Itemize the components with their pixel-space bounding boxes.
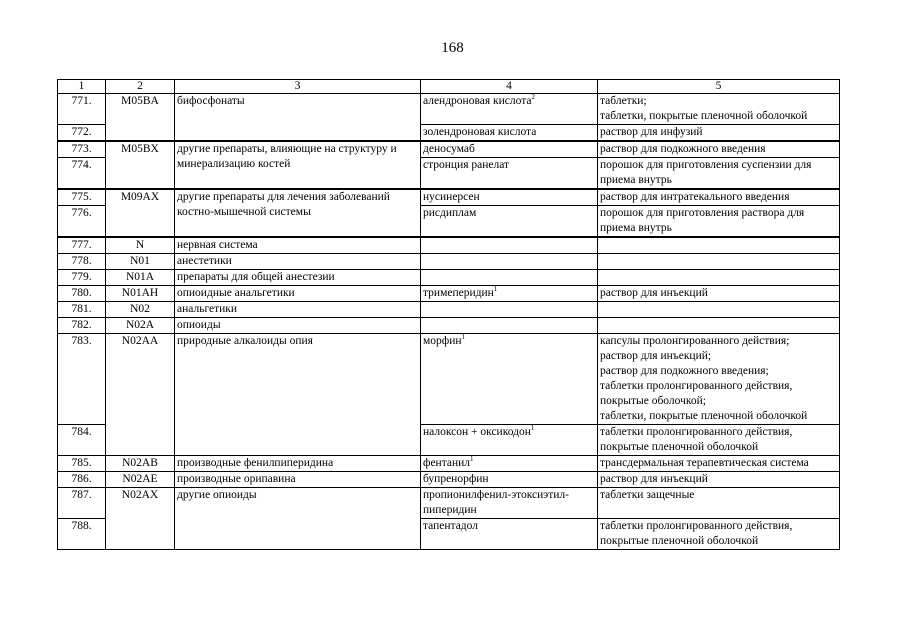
row-number: 772. <box>58 125 106 142</box>
drug-name: стронция ранелат <box>421 158 598 190</box>
atc-code: N01AH <box>106 286 175 302</box>
row-number: 771. <box>58 94 106 125</box>
header-row <box>58 80 840 94</box>
group-name: анальгетики <box>175 302 421 318</box>
drug-name <box>421 237 598 254</box>
drug-name: деносумаб <box>421 141 598 158</box>
atc-code: N02AE <box>106 472 175 488</box>
table-row <box>58 472 840 488</box>
table-row <box>58 237 840 254</box>
column-header: 2 <box>106 80 175 94</box>
row-number: 778. <box>58 254 106 270</box>
atc-code: M05BX <box>106 141 175 189</box>
dosage-form: раствор для интратекального введения <box>600 191 790 203</box>
dosage-form: порошок для приготовления раствора для приема внутрь <box>600 207 805 234</box>
footnote-mark: 1 <box>470 455 474 464</box>
group-name: нервная система <box>175 237 421 254</box>
dosage-form: таблетки, покрытые пленочной оболочкой <box>600 410 808 422</box>
dosage-forms <box>598 125 840 142</box>
drug-name: бупренорфин <box>421 472 598 488</box>
drug-name <box>421 334 598 425</box>
table-row <box>58 141 840 158</box>
group-name: бифосфонаты <box>175 94 421 142</box>
drug-name <box>421 270 598 286</box>
row-number: 786. <box>58 472 106 488</box>
table-row <box>58 456 840 472</box>
drug-name: золендроновая кислота <box>421 125 598 142</box>
row-number: 775. <box>58 189 106 206</box>
drug-name-text: морфин <box>423 335 462 347</box>
drug-name-text: налоксон + оксикодон <box>423 426 531 438</box>
dosage-form: капсулы пролонгированного действия; <box>600 335 790 347</box>
table-row <box>58 254 840 270</box>
dosage-forms <box>598 302 840 318</box>
row-number: 785. <box>58 456 106 472</box>
table-row <box>58 488 840 519</box>
dosage-form: таблетки пролонгированного действия, покрытые оболочкой; <box>600 380 793 407</box>
group-name: другие опиоиды <box>175 488 421 550</box>
dosage-forms <box>598 237 840 254</box>
dosage-forms <box>598 472 840 488</box>
atc-code: N01A <box>106 270 175 286</box>
dosage-form: порошок для приготовления суспензии для приема внутрь <box>600 159 812 186</box>
footnote-mark: 1 <box>530 424 535 433</box>
group-name: препараты для общей анестезии <box>175 270 421 286</box>
row-number: 788. <box>58 519 106 550</box>
table-row <box>58 334 840 425</box>
dosage-forms <box>598 206 840 238</box>
footnote-mark: 1 <box>493 285 498 294</box>
dosage-form: таблетки пролонгированного действия, покрытые пленочной оболочкой <box>600 426 793 453</box>
row-number: 784. <box>58 425 106 456</box>
dosage-form: таблетки защечные <box>600 489 695 501</box>
dosage-forms <box>598 488 840 519</box>
row-number: 774. <box>58 158 106 190</box>
dosage-forms <box>598 318 840 334</box>
table-row <box>58 270 840 286</box>
dosage-form: раствор для инъекций <box>600 287 708 299</box>
atc-code: N02AX <box>106 488 175 550</box>
drug-name-text: алендроновая кислота <box>423 95 532 107</box>
drug-name-text: фентанил <box>423 457 471 469</box>
drug-name <box>421 302 598 318</box>
atc-code: N <box>106 237 175 254</box>
table-row <box>58 302 840 318</box>
column-header: 5 <box>598 80 840 94</box>
dosage-form: раствор для подкожного введения <box>600 143 766 155</box>
atc-code: N02AB <box>106 456 175 472</box>
row-number: 783. <box>58 334 106 425</box>
drug-name: пропионилфенил-этоксиэтил-пиперидин <box>421 488 598 519</box>
footnote-mark: 2 <box>531 93 535 102</box>
atc-code: M05BA <box>106 94 175 142</box>
drug-name <box>421 286 598 302</box>
drug-name: рисдиплам <box>421 206 598 238</box>
row-number: 777. <box>58 237 106 254</box>
atc-code: N02 <box>106 302 175 318</box>
row-number: 782. <box>58 318 106 334</box>
dosage-forms <box>598 158 840 190</box>
group-name: природные алкалоиды опия <box>175 334 421 456</box>
atc-code: N02A <box>106 318 175 334</box>
drug-name <box>421 94 598 125</box>
dosage-forms <box>598 334 840 425</box>
drug-name <box>421 254 598 270</box>
group-name: другие препараты, влияющие на структуру и минерализацию костей <box>175 141 421 189</box>
group-name: производные орипавина <box>175 472 421 488</box>
row-number: 787. <box>58 488 106 519</box>
dosage-forms <box>598 94 840 125</box>
drug-name <box>421 425 598 456</box>
drug-name-text: тримеперидин <box>423 287 494 299</box>
row-number: 780. <box>58 286 106 302</box>
group-name: опиоидные анальгетики <box>175 286 421 302</box>
dosage-form: раствор для инфузий <box>600 126 703 138</box>
dosage-forms <box>598 254 840 270</box>
drug-name: нусинерсен <box>421 189 598 206</box>
page-number: 168 <box>441 40 464 56</box>
drug-name: тапентадол <box>421 519 598 550</box>
row-number: 773. <box>58 141 106 158</box>
table-row <box>58 318 840 334</box>
dosage-forms <box>598 456 840 472</box>
dosage-form: раствор для подкожного введения; <box>600 365 769 377</box>
dosage-forms <box>598 189 840 206</box>
atc-code: N01 <box>106 254 175 270</box>
column-header: 3 <box>175 80 421 94</box>
dosage-form: раствор для инъекций; <box>600 350 712 362</box>
group-name: опиоиды <box>175 318 421 334</box>
atc-code: M09AX <box>106 189 175 237</box>
medicines-table <box>57 79 840 550</box>
column-header: 4 <box>421 80 598 94</box>
group-name: производные фенилпиперидина <box>175 456 421 472</box>
dosage-form: таблетки пролонгированного действия, покрытые пленочной оболочкой <box>600 520 793 547</box>
dosage-forms <box>598 270 840 286</box>
row-number: 779. <box>58 270 106 286</box>
dosage-form: таблетки, покрытые пленочной оболочкой <box>600 110 808 122</box>
dosage-forms <box>598 286 840 302</box>
atc-code: N02AA <box>106 334 175 456</box>
dosage-forms <box>598 425 840 456</box>
drug-name <box>421 318 598 334</box>
table-row <box>58 286 840 302</box>
row-number: 781. <box>58 302 106 318</box>
dosage-form: раствор для инъекций <box>600 473 708 485</box>
dosage-forms <box>598 519 840 550</box>
group-name: другие препараты для лечения заболеваний костно-мышечной системы <box>175 189 421 237</box>
table-row <box>58 189 840 206</box>
dosage-form: таблетки; <box>600 95 647 107</box>
column-header: 1 <box>58 80 106 94</box>
drug-name <box>421 456 598 472</box>
table-row <box>58 94 840 125</box>
row-number: 776. <box>58 206 106 238</box>
dosage-form: трансдермальная терапевтическая система <box>600 457 809 469</box>
footnote-mark: 1 <box>461 333 466 342</box>
dosage-forms <box>598 141 840 158</box>
group-name: анестетики <box>175 254 421 270</box>
